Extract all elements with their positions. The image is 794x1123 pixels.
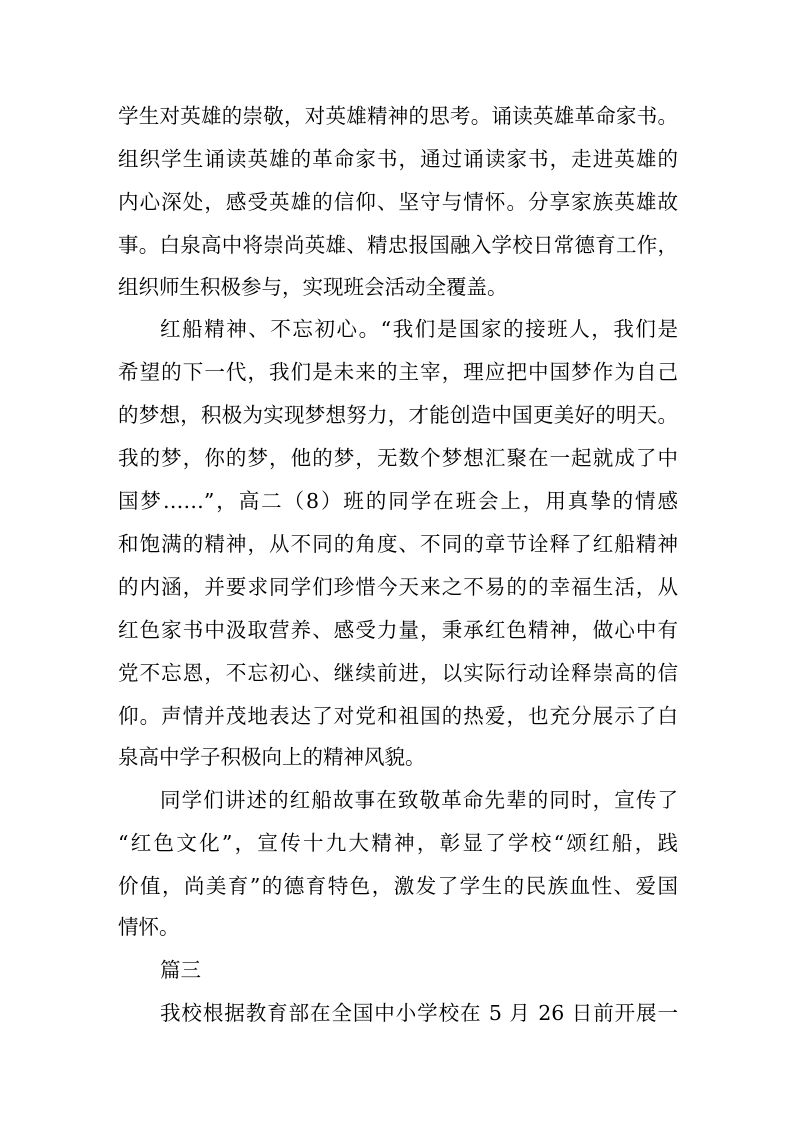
paragraph-start-line: 同学们讲述的红船故事在致敬革命先辈的同时，宣传了 [160,788,678,812]
text-line: 的梦想，积极为实现梦想努力，才能创造中国更美好的明天。 [118,403,678,427]
text-line: 情怀。 [118,915,180,939]
paragraph-start-line: 红船精神、不忘初心。“我们是国家的接班人，我们是 [160,317,678,341]
text-line: 我的梦，你的梦，他的梦，无数个梦想汇聚在一起就成了中 [118,446,678,470]
paragraph-start-line: 我校根据教育部在全国中小学校在 5 月 26 日前开展一 [160,1001,678,1025]
text-line: 红色家书中汲取营养、感受力量，秉承红色精神，做心中有 [118,618,678,642]
text-line: 内心深处，感受英雄的信仰、坚守与情怀。分享家族英雄故 [118,190,678,214]
text-line: 仰。声情并茂地表达了对党和祖国的热爱，也充分展示了白 [118,704,678,728]
text-line: 学生对英雄的崇敬，对英雄精神的思考。诵读英雄革命家书。 [118,104,678,128]
text-line: 价值，尚美育”的德育特色，激发了学生的民族血性、爱国 [118,874,678,898]
text-line: 泉高中学子积极向上的精神风貌。 [118,745,426,769]
section-heading: 篇三 [160,958,201,982]
text-line: 组织学生诵读英雄的革命家书，通过诵读家书，走进英雄的 [118,147,678,171]
text-line: 事。白泉高中将崇尚英雄、精忠报国融入学校日常德育工作， [118,233,678,257]
text-line: 和饱满的精神，从不同的角度、不同的章节诠释了红船精神 [118,532,678,556]
text-line: 组织师生积极参与，实现班会活动全覆盖。 [118,275,508,299]
text-line: 党不忘恩，不忘初心、继续前进，以实际行动诠释崇高的信 [118,661,678,685]
text-line: “红色文化”，宣传十九大精神，彰显了学校“颂红船，践 [118,831,678,855]
text-line: 国梦……”，高二（8）班的同学在班会上，用真挚的情感 [118,489,678,513]
text-line: 的内涵，并要求同学们珍惜今天来之不易的的幸福生活，从 [118,575,678,599]
text-line: 希望的下一代，我们是未来的主宰，理应把中国梦作为自己 [118,360,678,384]
